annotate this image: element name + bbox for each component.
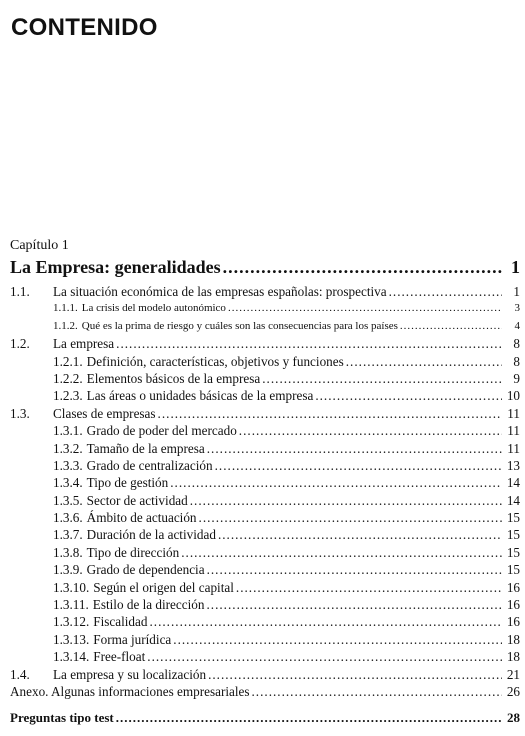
entry-title: La situación económica de las empresas españolas: prospectiva [53,284,387,299]
dot-leader [170,474,502,491]
dot-leader [262,370,502,387]
toc-entry[interactable] [10,457,520,474]
entry-title: Free-float [93,649,146,665]
toc-entry[interactable] [10,648,520,665]
page-number: 28 [507,710,520,726]
page-number: 11 [507,405,520,421]
entry-number: 1.3.7. [53,527,83,543]
page-number: 21 [506,666,520,682]
entry-number: 1.3.3. [53,457,83,473]
toc-entry[interactable] [10,353,520,370]
entry-title: Duración de la actividad [86,527,216,543]
entry-title: Tipo de dirección [86,544,180,560]
entry-title: Anexo. Algunas informaciones empresariales [10,683,250,699]
entry-number: 1.3.12. [53,614,90,630]
page-number: 15 [506,510,520,526]
toc-entry[interactable] [10,387,520,404]
entry-number: 1.2.3. [53,388,83,404]
toc-entry[interactable] [10,300,520,317]
dot-leader [158,405,502,422]
toc-entry-annex[interactable] [10,683,520,700]
page-number: 16 [506,597,520,613]
entry-title: Estilo de la dirección [92,597,205,613]
page-number: 14 [506,475,520,491]
entry-number: 1.3.13. [53,631,90,647]
chapter-title-row[interactable] [10,255,520,279]
toc-entry[interactable] [10,318,520,335]
toc-entry[interactable] [10,422,520,439]
entry-title: Sector de actividad [86,492,188,508]
page-number: 18 [506,631,520,647]
entry-number: 1.3.2. [53,440,83,456]
dot-leader [218,526,502,543]
entry-number: 1.4. [10,666,30,682]
toc-entry[interactable] [10,509,520,526]
entry-number: 1.3.4. [53,475,83,491]
page-number: 18 [506,649,520,665]
entry-number: 1.3.5. [53,492,83,508]
page-number: 1 [513,284,520,299]
entry-title: La empresa [53,336,115,352]
dot-leader [181,544,502,561]
entry-number: 1.1.2. [53,319,78,332]
dot-leader [215,457,502,474]
dot-leader [199,509,502,526]
entry-title: Elementos básicos de la empresa [86,370,261,386]
entry-title: Tipo de gestión [86,475,169,491]
dot-leader [239,422,502,439]
entry-title: La empresa y su localización [53,666,207,682]
entry-number: 1.3.8. [53,544,83,560]
dot-leader [116,335,502,352]
entry-number: 1.3.1. [53,423,83,439]
dot-leader [389,283,502,300]
toc-entry[interactable] [10,283,520,300]
toc-entry[interactable] [10,579,520,596]
dot-leader [400,318,502,335]
entry-number: 1.1. [10,284,30,299]
page-number: 14 [506,492,520,508]
entry-number: 1.2.1. [53,353,83,369]
toc-entry[interactable] [10,666,520,683]
entry-title: Qué es la prima de riesgo y cuáles son las consecuencias para los países [81,319,398,332]
toc-entry-test-questions[interactable] [10,708,520,728]
entry-title: La crisis del modelo autonómico [81,302,226,315]
page-number: 26 [506,683,520,699]
toc-entry[interactable] [10,613,520,630]
entry-title: Clases de empresas [53,405,156,421]
dot-leader [190,492,502,509]
toc-entry[interactable] [10,405,520,422]
page-number: 15 [506,544,520,560]
toc-entry[interactable] [10,492,520,509]
page-number: 13 [506,457,520,473]
entry-number: 1.3. [10,405,30,421]
entry-title: Grado de dependencia [86,562,205,578]
page-number: 16 [506,614,520,630]
dot-leader [346,353,502,370]
toc-entry[interactable] [10,561,520,578]
toc-entry[interactable] [10,526,520,543]
toc-entry[interactable] [10,335,520,352]
entry-title: Preguntas tipo test [10,710,114,726]
entry-title: Grado de centralización [86,457,213,473]
page-number: 15 [506,527,520,543]
entry-number: 1.1.1. [53,302,78,315]
toc-entry[interactable] [10,370,520,387]
page-number: 11 [507,423,520,439]
dot-leader [208,666,502,683]
dot-leader [252,683,503,700]
entry-number: 1.3.10. [53,579,90,595]
page-title: CONTENIDO [11,14,158,41]
dot-leader [206,596,502,613]
page-number: 15 [506,562,520,578]
dot-leader [173,631,502,648]
entry-title: Las áreas o unidades básicas de la empresa [86,388,314,404]
dot-leader [207,561,502,578]
toc-entry[interactable] [10,631,520,648]
entry-number: 1.2.2. [53,370,83,386]
entry-number: 1.2. [10,336,30,352]
entry-number: 1.3.6. [53,510,83,526]
dot-leader [315,387,502,404]
page-number: 3 [514,302,520,315]
entry-number: 1.3.14. [53,649,90,665]
toc-entry[interactable] [10,544,520,561]
toc-entry[interactable] [10,440,520,457]
page-number: 16 [506,579,520,595]
dot-leader [223,255,502,279]
page-number: 10 [506,388,520,404]
dot-leader [147,648,502,665]
dot-leader [236,579,502,596]
toc-entry[interactable] [10,596,520,613]
toc-entries [10,283,520,683]
page-number: 1 [511,257,520,277]
entry-title: Según el origen del capital [93,579,234,595]
dot-leader [228,300,502,317]
chapter-label: Capítulo 1 [10,238,69,253]
dot-leader [207,440,502,457]
entry-title: Definición, características, objetivos y funciones [86,353,344,369]
dot-leader [149,613,502,630]
page-number: 11 [507,440,520,456]
entry-title: Tamaño de la empresa [86,440,205,456]
entry-title: Fiscalidad [93,614,148,630]
entry-title: Ámbito de actuación [86,510,197,526]
entry-number: 1.3.9. [53,562,83,578]
page-number: 4 [514,319,520,332]
toc-entry[interactable] [10,474,520,491]
page-number: 8 [513,353,520,369]
entry-title: Grado de poder del mercado [86,423,237,439]
dot-leader [116,708,502,728]
page-number: 8 [513,336,520,352]
table-of-contents [10,237,520,728]
page-number: 9 [513,370,520,386]
entry-title: Forma jurídica [93,631,172,647]
chapter-title: La Empresa: generalidades [10,257,221,277]
entry-number: 1.3.11. [53,597,89,613]
